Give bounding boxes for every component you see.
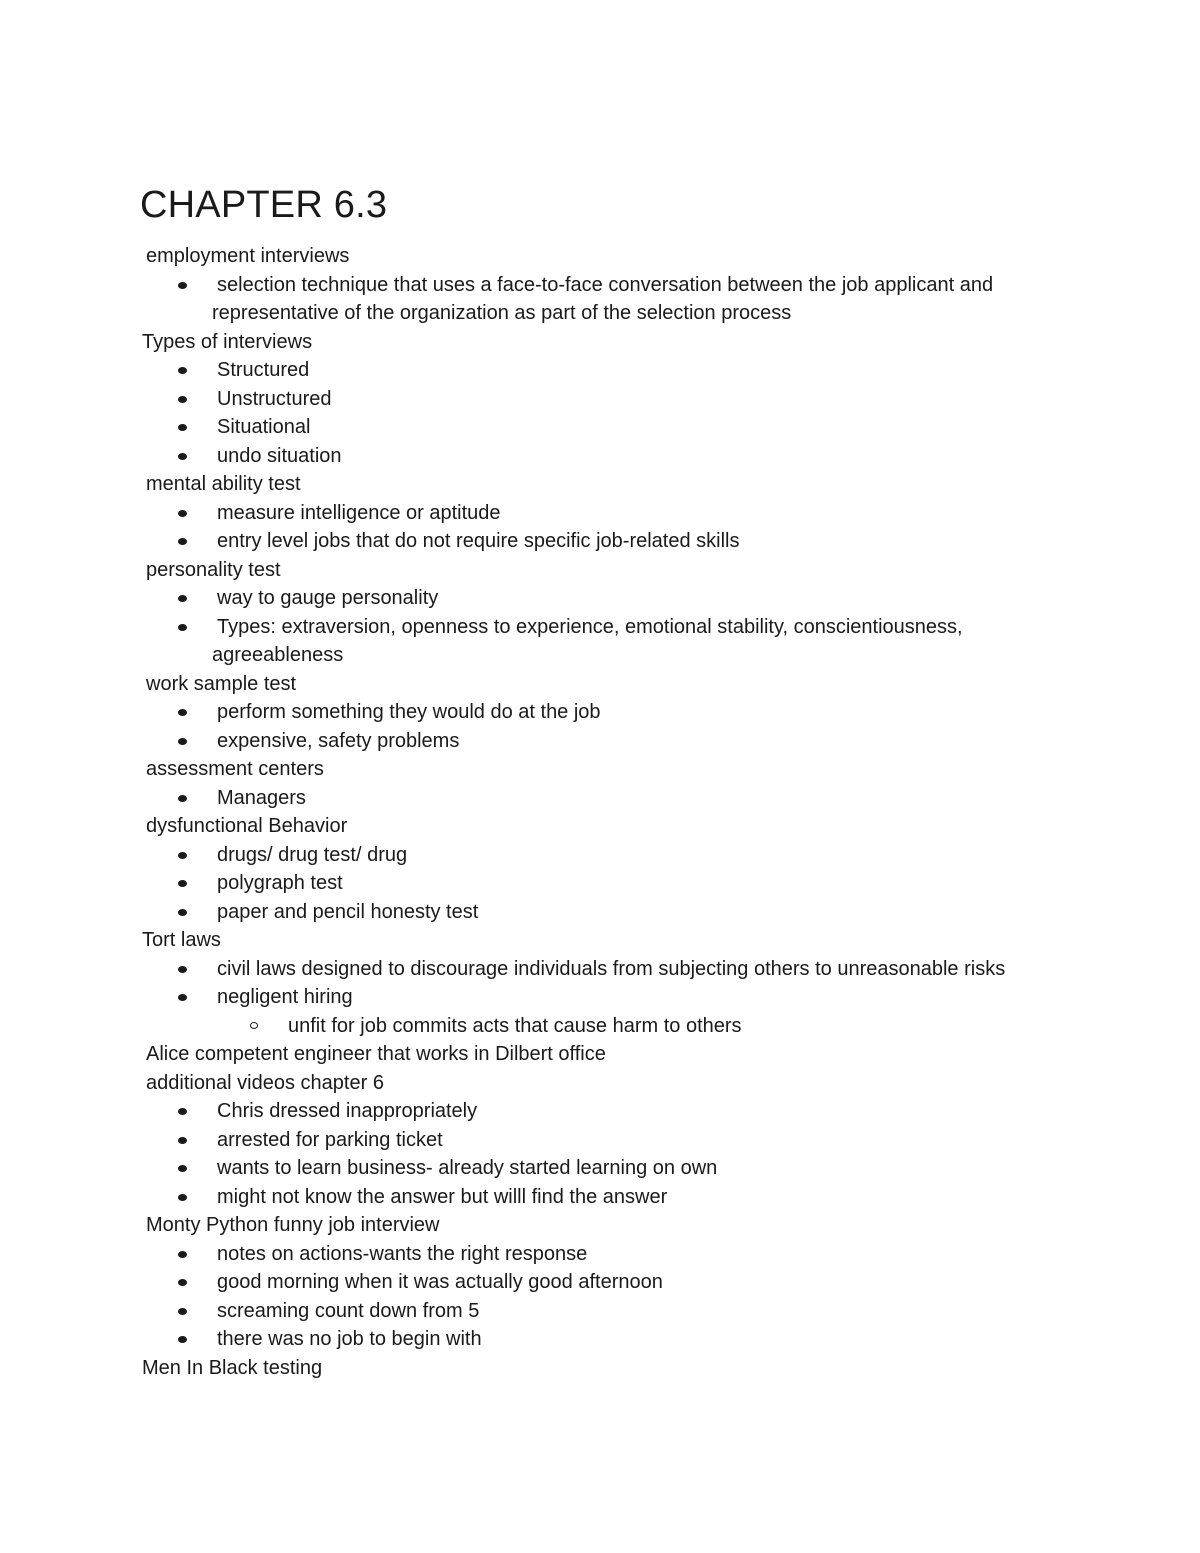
section-heading-assessment-centers: assessment centers — [146, 758, 324, 780]
bullet-icon — [178, 1137, 187, 1144]
list-item: Chris dressed inappropriately — [0, 1097, 1200, 1126]
list-item: paper and pencil honesty test — [0, 898, 1200, 927]
list-item: Types: extraversion, openness to experience, emotional stability, conscientiousness, agreeableness — [0, 613, 1200, 670]
list-item: measure intelligence or aptitude — [0, 499, 1200, 528]
list-item: notes on actions-wants the right response — [0, 1240, 1200, 1269]
section-heading-monty-python: Monty Python funny job interview — [146, 1214, 440, 1236]
bullet-icon — [178, 282, 187, 289]
section-heading-men-in-black: Men In Black testing — [142, 1356, 323, 1379]
list-item: arrested for parking ticket — [0, 1126, 1200, 1155]
list-item: screaming count down from 5 — [0, 1297, 1200, 1326]
bullet-icon — [178, 367, 187, 374]
bullet-icon — [178, 795, 187, 802]
bullet-icon — [178, 1108, 187, 1115]
list-item: way to gauge personality — [0, 584, 1200, 613]
list-item: perform something they would do at the job — [0, 698, 1200, 727]
section-heading-alice: Alice competent engineer that works in Dilbert office — [146, 1043, 606, 1065]
section-heading-types-of-interviews: Types of interviews — [142, 330, 313, 353]
section-heading-personality-test: personality test — [146, 558, 281, 581]
bullet-icon — [178, 510, 187, 517]
list-item: there was no job to begin with — [0, 1325, 1200, 1354]
list-item: negligent hiring — [0, 983, 1200, 1012]
section-heading-additional-videos: additional videos chapter 6 — [146, 1071, 384, 1094]
bullet-icon — [178, 852, 187, 859]
list-item: Structured — [0, 356, 1200, 385]
bullet-icon — [178, 880, 187, 887]
list-item: wants to learn business- already started learning on own — [0, 1154, 1200, 1183]
bullet-icon — [178, 396, 187, 403]
list-item: entry level jobs that do not require specific job-related skills — [0, 527, 1200, 556]
bullet-icon — [178, 709, 187, 716]
section-heading-employment-interviews: employment interviews — [146, 245, 350, 267]
bullet-icon — [178, 909, 187, 916]
bullet-icon — [178, 1279, 187, 1286]
list-item: Unstructured — [0, 385, 1200, 414]
list-item: polygraph test — [0, 869, 1200, 898]
list-item: civil laws designed to discourage individuals from subjecting others to unreasonable risks — [0, 955, 1200, 984]
bullet-icon — [178, 595, 187, 602]
bullet-icon — [178, 994, 187, 1001]
list-item: Situational — [0, 413, 1200, 442]
section-heading-tort-laws: Tort laws — [142, 929, 221, 951]
bullet-icon — [178, 1336, 187, 1343]
section-heading-mental-ability-test: mental ability test — [146, 473, 301, 495]
notes-body — [0, 242, 1200, 1382]
list-item: drugs/ drug test/ drug — [0, 841, 1200, 870]
bullet-icon — [178, 966, 187, 973]
bullet-icon — [178, 624, 187, 631]
list-item: undo situation — [0, 442, 1200, 471]
bullet-icon — [178, 538, 187, 545]
bullet-icon — [178, 1251, 187, 1258]
list-item: selection technique that uses a face-to-face conversation between the job applicant and representative of the organization as part of the selection process — [0, 271, 1200, 328]
hollow-bullet-icon — [250, 1022, 258, 1029]
sub-list-item: unfit for job commits acts that cause harm to others — [0, 1012, 1200, 1041]
bullet-icon — [178, 453, 187, 460]
bullet-icon — [178, 424, 187, 431]
page-title: CHAPTER 6.3 — [140, 184, 388, 226]
section-heading-work-sample-test: work sample test — [146, 672, 297, 695]
list-item: Managers — [0, 784, 1200, 813]
section-heading-dysfunctional-behavior: dysfunctional Behavior — [146, 815, 348, 837]
bullet-icon — [178, 1194, 187, 1201]
bullet-icon — [178, 1165, 187, 1172]
list-item: might not know the answer but willl find the answer — [0, 1183, 1200, 1212]
list-item: expensive, safety problems — [0, 727, 1200, 756]
bullet-icon — [178, 1308, 187, 1315]
list-item: good morning when it was actually good afternoon — [0, 1268, 1200, 1297]
bullet-icon — [178, 738, 187, 745]
